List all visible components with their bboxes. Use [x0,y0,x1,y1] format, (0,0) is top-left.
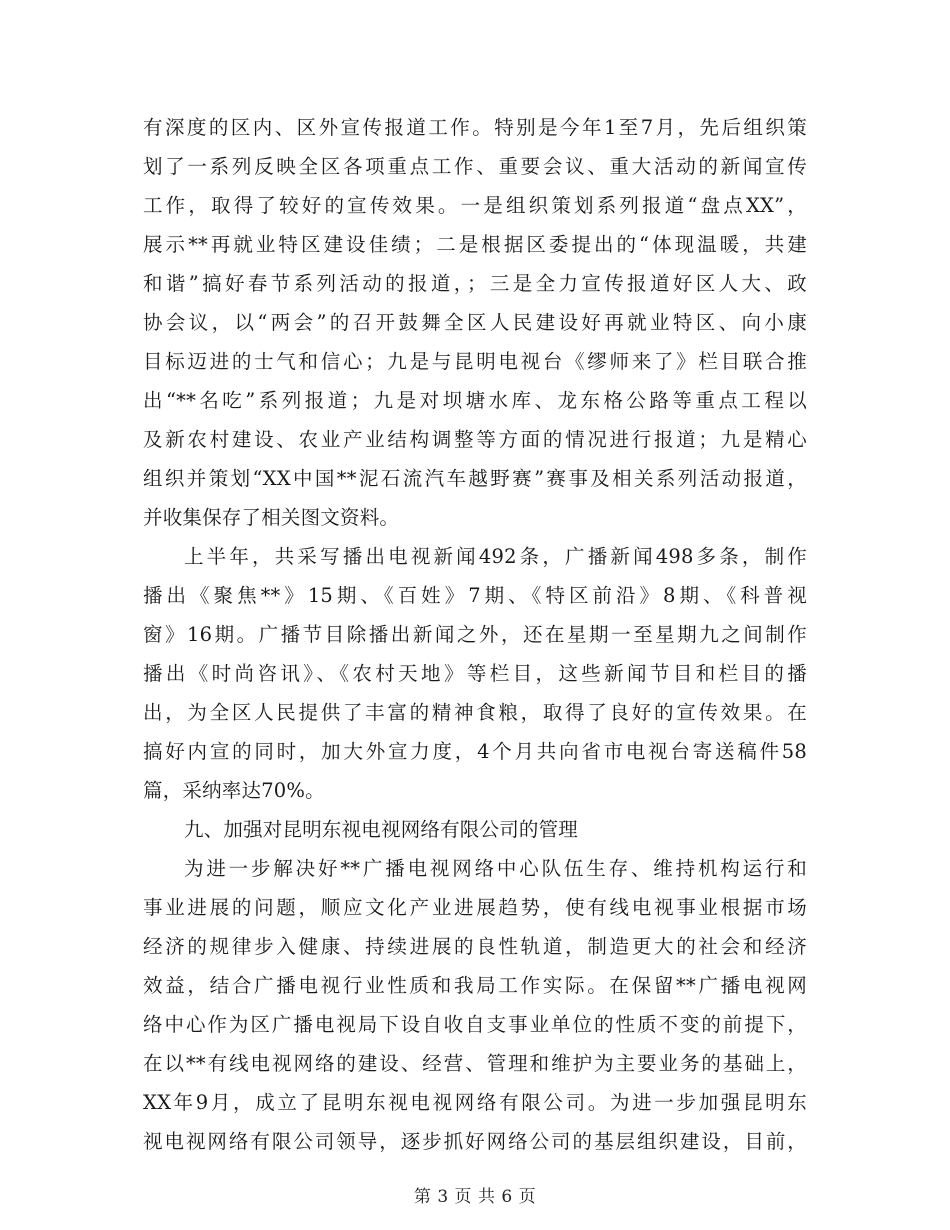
text-line: 视电视网络有限公司领导，逐步抓好网络公司的基层组织建设，目前， [143,1130,807,1153]
text-line: 经济的规律步入健康、持续进展的良性轨道，制造更大的社会和经济 [143,935,807,958]
text-line: 播出《时尚咨讯》、《农村天地》等栏目，这些新闻节目和栏目的播 [143,662,807,685]
text-line: 播出《聚焦**》15期、《百姓》7期、《特区前沿》8期、《科普视 [143,584,807,607]
text-line: 展示**再就业特区建设佳绩；二是根据区委提出的“体现温暖，共建 [143,233,807,256]
text-line: 和谐”搞好春节系列活动的报道，；三是全力宣传报道好区人大、政 [143,272,807,295]
text-line: 在以**有线电视网络的建设、经营、管理和维护为主要业务的基础上， [143,1052,807,1075]
text-line: 效益，结合广播电视行业性质和我局工作实际。在保留**广播电视网 [143,974,807,997]
text-line: 划了一系列反映全区各项重点工作、重要会议、重大活动的新闻宣传 [143,155,807,178]
paragraph-first-line: 上半年，共采写播出电视新闻492条，广播新闻498多条，制作 [184,545,807,568]
page-number-footer: 第 3 页 共 6 页 [413,1187,537,1207]
text-line: 窗》16期。广播节目除播出新闻之外，还在星期一至星期九之间制作 [143,623,807,646]
text-line: 及新农村建设、农业产业结构调整等方面的情况进行报道；九是精心 [143,428,807,451]
text-line: 出，为全区人民提供了丰富的精神食粮，取得了良好的宣传效果。在 [143,701,807,724]
text-line: 组织并策划“XX中国**泥石流汽车越野赛”赛事及相关系列活动报道， [143,467,807,490]
text-line: 出“**名吃”系列报道；九是对坝塘水库、龙东格公路等重点工程以 [143,389,807,412]
paragraph-first-line: 为进一步解决好**广播电视网络中心队伍生存、维持机构运行和 [184,857,807,880]
text-line: 并收集保存了相关图文资料。 [143,506,400,529]
text-line: 篇，采纳率达70%。 [143,779,325,802]
text-line: 络中心作为区广播电视局下设自收自支事业单位的性质不变的前提下， [143,1013,807,1036]
body-text [143,108,807,1161]
text-line: 事业进展的问题，顺应文化产业进展趋势，使有线电视事业根据市场 [143,896,807,919]
text-line: XX年9月，成立了昆明东视电视网络有限公司。为进一步加强昆明东 [143,1091,807,1114]
section-heading: 九、加强对昆明东视电视网络有限公司的管理 [184,818,579,841]
text-line: 工作，取得了较好的宣传效果。一是组织策划系列报道“盘点XX”， [143,194,807,217]
text-line: 搞好内宣的同时，加大外宣力度，4个月共向省市电视台寄送稿件58 [143,740,807,763]
text-line: 有深度的区内、区外宣传报道工作。特别是今年1至7月，先后组织策 [143,116,807,139]
text-line: 协会议，以“两会”的召开鼓舞全区人民建设好再就业特区、向小康 [143,311,807,334]
text-line: 目标迈进的士气和信心；九是与昆明电视台《缪师来了》栏目联合推 [143,350,807,373]
